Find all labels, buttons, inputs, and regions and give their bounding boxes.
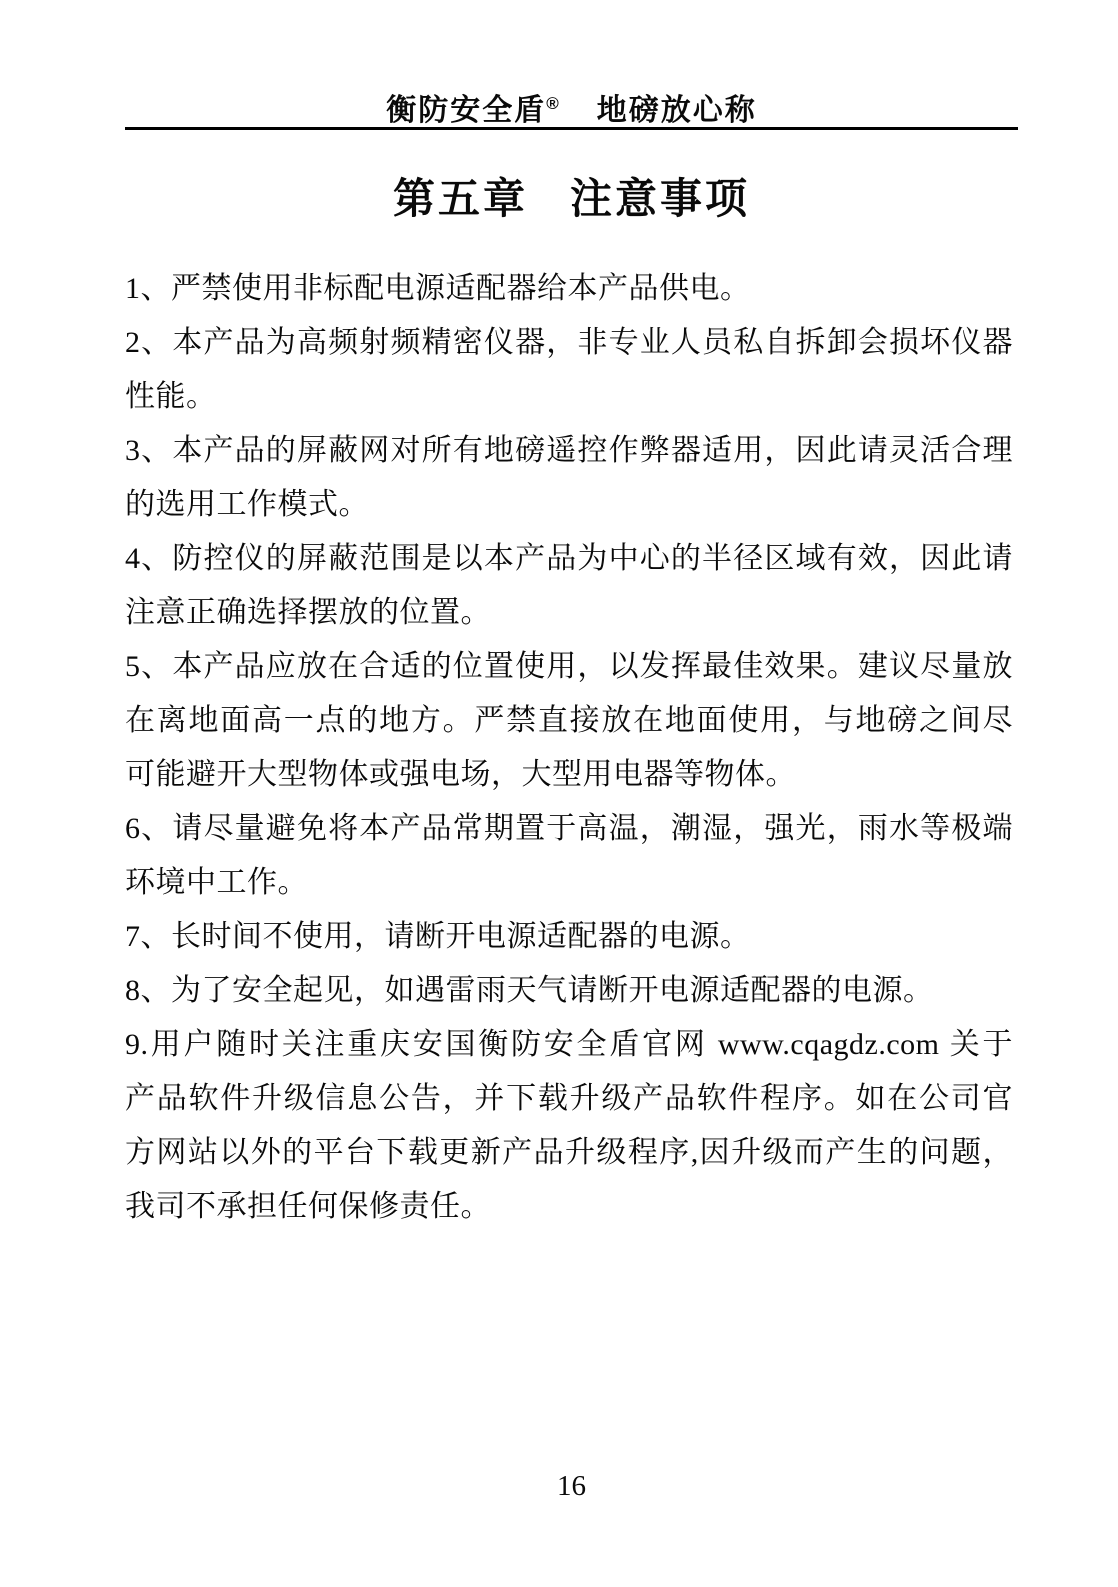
registered-trademark-symbol: ® [546, 94, 559, 113]
note-line-14: 8、为了安全起见，如遇雷雨天气请断开电源适配器的电源。 [125, 974, 934, 1007]
brand-name: 衡防安全盾 [386, 94, 547, 127]
note-line-11: 6、请尽量避免将本产品常期置于高温，潮湿，强光，雨水等极端 [125, 812, 1013, 845]
note-line-15: 9.用户随时关注重庆安国衡防安全盾官网 www.cqagdz.com 关于 [125, 1028, 1013, 1061]
note-line-18: 我司不承担任何保修责任。 [125, 1190, 491, 1223]
note-line-6: 4、防控仪的屏蔽范围是以本产品为中心的半径区域有效，因此请 [125, 542, 1013, 575]
page-number: 16 [557, 1470, 586, 1502]
note-line-9: 在离地面高一点的地方。严禁直接放在地面使用，与地磅之间尽 [125, 704, 1013, 737]
note-line-10: 可能避开大型物体或强电场，大型用电器等物体。 [125, 758, 796, 791]
header-divider-rule [125, 127, 1018, 130]
note-line-2: 2、本产品为高频射频精密仪器，非专业人员私自拆卸会损坏仪器 [125, 326, 1013, 359]
note-line-4: 3、本产品的屏蔽网对所有地磅遥控作弊器适用，因此请灵活合理 [125, 434, 1013, 467]
page-header [125, 86, 1018, 129]
note-line-3: 性能。 [125, 380, 217, 413]
note-line-5: 的选用工作模式。 [125, 488, 369, 521]
header-tagline: 地磅放心称 [596, 94, 757, 127]
note-line-8: 5、本产品应放在合适的位置使用，以发挥最佳效果。建议尽量放 [125, 650, 1013, 683]
note-line-13: 7、长时间不使用，请断开电源适配器的电源。 [125, 920, 751, 953]
note-line-12: 环境中工作。 [125, 866, 308, 899]
chapter-title-text: 注意事项 [570, 175, 751, 222]
notes-body [125, 262, 1013, 1234]
chapter-number: 第五章 [392, 175, 528, 222]
chapter-title [125, 174, 1018, 224]
note-line-17: 方网站以外的平台下载更新产品升级程序,因升级而产生的问题， [125, 1136, 1013, 1169]
note-line-16: 产品软件升级信息公告，并下载升级产品软件程序。如在公司官 [125, 1082, 1013, 1115]
note-line-7: 注意正确选择摆放的位置。 [125, 596, 491, 629]
note-line-1: 1、严禁使用非标配电源适配器给本产品供电。 [125, 272, 751, 305]
